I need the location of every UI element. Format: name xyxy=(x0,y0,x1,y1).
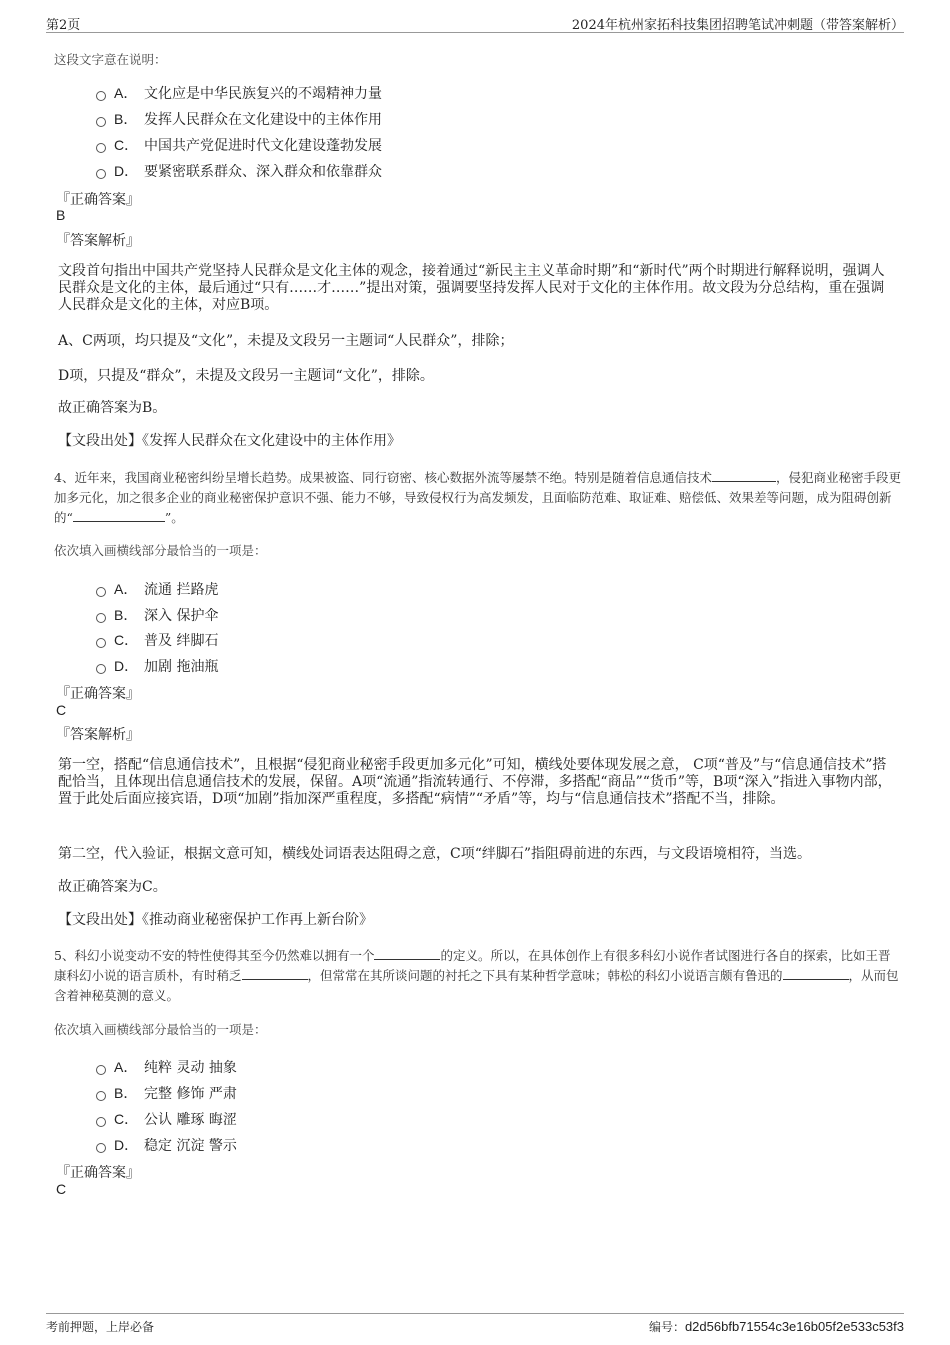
q5-option-c[interactable]: C． 公认 雕琢 晦涩 xyxy=(96,1109,237,1129)
q4-analysis-p3: 故正确答案为C。 xyxy=(58,879,167,895)
radio-icon[interactable] xyxy=(96,587,106,597)
blank-line xyxy=(242,967,308,980)
q5-option-a[interactable]: A． 纯粹 灵动 抽象 xyxy=(96,1057,237,1077)
q5-option-d[interactable]: D． 稳定 沉淀 警示 xyxy=(96,1135,237,1155)
q3-option-c[interactable]: C． 中国共产党促进时代文化建设蓬勃发展 xyxy=(96,135,382,155)
q4-source: 【文段出处】《推动商业秘密保护工作再上新台阶》 xyxy=(58,912,373,928)
blank-line xyxy=(73,509,165,522)
q3-analysis-label: 『答案解析』 xyxy=(56,233,140,249)
page-header xyxy=(46,12,904,33)
q3-analysis-p1: 文段首句指出中国共产党坚持人民群众是文化主体的观念，接着通过“新民主主义革命时期”和“新时代”两个时期进行解释说明，强调人民群众是文化的主体，最后通过“只有……才……”提出对策，强调要坚持发挥人民对于文化的主体作用。故文段为分总结构，重在强调人民群众是文化的主体，对应B项。 xyxy=(58,263,885,313)
document-title: 2024年杭州家拓科技集团招聘笔试冲刺题（带答案解析） xyxy=(571,18,904,33)
q4-option-a[interactable]: A． 流通 拦路虎 xyxy=(96,579,218,599)
q4-option-b[interactable]: B． 深入 保护伞 xyxy=(96,605,218,625)
q3-answer: B xyxy=(56,207,66,223)
radio-icon[interactable] xyxy=(96,169,106,179)
q3-answer-label: 『正确答案』 xyxy=(56,192,140,208)
page-number: 第2页 xyxy=(46,18,81,33)
radio-icon[interactable] xyxy=(96,143,106,153)
blank-line xyxy=(712,469,776,482)
q4-answer-label: 『正确答案』 xyxy=(56,686,140,702)
q3-analysis-p3: D项，只提及“群众”，未提及文段另一主题词“文化”，排除。 xyxy=(58,368,434,384)
blank-line xyxy=(374,947,440,960)
q4-option-d[interactable]: D． 加剧 拖油瓶 xyxy=(96,656,218,676)
document-code: 编号：d2d56bfb71554c3e16b05f2e533c53f3 xyxy=(648,1319,904,1334)
q3-source: 【文段出处】《发挥人民群众在文化建设中的主体作用》 xyxy=(58,433,401,449)
q3-analysis-p4: 故正确答案为B。 xyxy=(58,400,167,416)
q4-analysis-p2: 第二空，代入验证，根据文意可知，横线处词语表达阻碍之意，C项“绊脚石”指阻碍前进的东西，与文段语境相符，当选。 xyxy=(58,846,812,862)
q3-prompt: 这段文字意在说明： xyxy=(54,52,167,67)
radio-icon[interactable] xyxy=(96,117,106,127)
radio-icon[interactable] xyxy=(96,1143,106,1153)
q5-prompt: 依次填入画横线部分最恰当的一项是： xyxy=(54,1022,267,1037)
q5-answer-label: 『正确答案』 xyxy=(56,1165,140,1181)
page-footer xyxy=(46,1313,904,1336)
radio-icon[interactable] xyxy=(96,91,106,101)
q3-option-a[interactable]: A． 文化应是中华民族复兴的不竭精神力量 xyxy=(96,83,382,103)
q5-stem: 5、科幻小说变动不安的特性使得其至今仍然难以拥有一个 的定义。所以，在具体创作上有很多科幻小说作者试图进行各自的探索，比如王晋康科幻小说的语言质朴，有时稍乏 ，但常常在其所谈问题的衬托之下具有某种哲学意味；韩松的科幻小说语言颇有鲁迅的 ，从而包含着神秘莫测的意义。 xyxy=(54,948,899,1003)
footer-slogan: 考前押题，上岸必备 xyxy=(46,1320,155,1334)
blank-line xyxy=(783,967,849,980)
radio-icon[interactable] xyxy=(96,613,106,623)
q3-option-d[interactable]: D． 要紧密联系群众、深入群众和依靠群众 xyxy=(96,161,382,181)
radio-icon[interactable] xyxy=(96,664,106,674)
q3-option-b[interactable]: B． 发挥人民群众在文化建设中的主体作用 xyxy=(96,109,382,129)
radio-icon[interactable] xyxy=(96,638,106,648)
q4-option-c[interactable]: C． 普及 绊脚石 xyxy=(96,630,218,650)
q3-analysis-p2: A、C两项，均只提及“文化”，未提及文段另一主题词“人民群众”，排除； xyxy=(58,333,514,349)
radio-icon[interactable] xyxy=(96,1065,106,1075)
q4-analysis-label: 『答案解析』 xyxy=(56,727,140,743)
radio-icon[interactable] xyxy=(96,1117,106,1127)
q4-answer: C xyxy=(56,702,67,718)
q4-prompt: 依次填入画横线部分最恰当的一项是： xyxy=(54,543,267,558)
radio-icon[interactable] xyxy=(96,1091,106,1101)
q5-option-b[interactable]: B． 完整 修饰 严肃 xyxy=(96,1083,237,1103)
q5-answer: C xyxy=(56,1181,67,1197)
q4-stem: 4、近年来，我国商业秘密纠纷呈增长趋势。成果被盗、同行窃密、核心数据外流等屡禁不绝。特别是随着信息通信技术 ，侵犯商业秘密手段更加多元化，加之很多企业的商业秘密保护意识不强、能力不够，导致侵权行为高发频发，且面临防范难、取证难、赔偿低、效果差等问题，成为阻碍创新的“ ”。 xyxy=(54,470,901,525)
q4-analysis-p1: 第一空，搭配“信息通信技术”，且根据“侵犯商业秘密手段更加多元化”可知，横线处要体现发展之意， C项“普及”与“信息通信技术”搭配恰当，且体现出信息通信技术的发展，保留。A项“流通”指流转通行、不停滞，多搭配“商品”“货币”等，B项“深入”指进入事物内部，置于此处后面应接宾语，D项“加剧”指加深严重程度，多搭配“病情”“矛盾”等，均与“信息通信技术”搭配不当，排除。 xyxy=(58,757,892,807)
